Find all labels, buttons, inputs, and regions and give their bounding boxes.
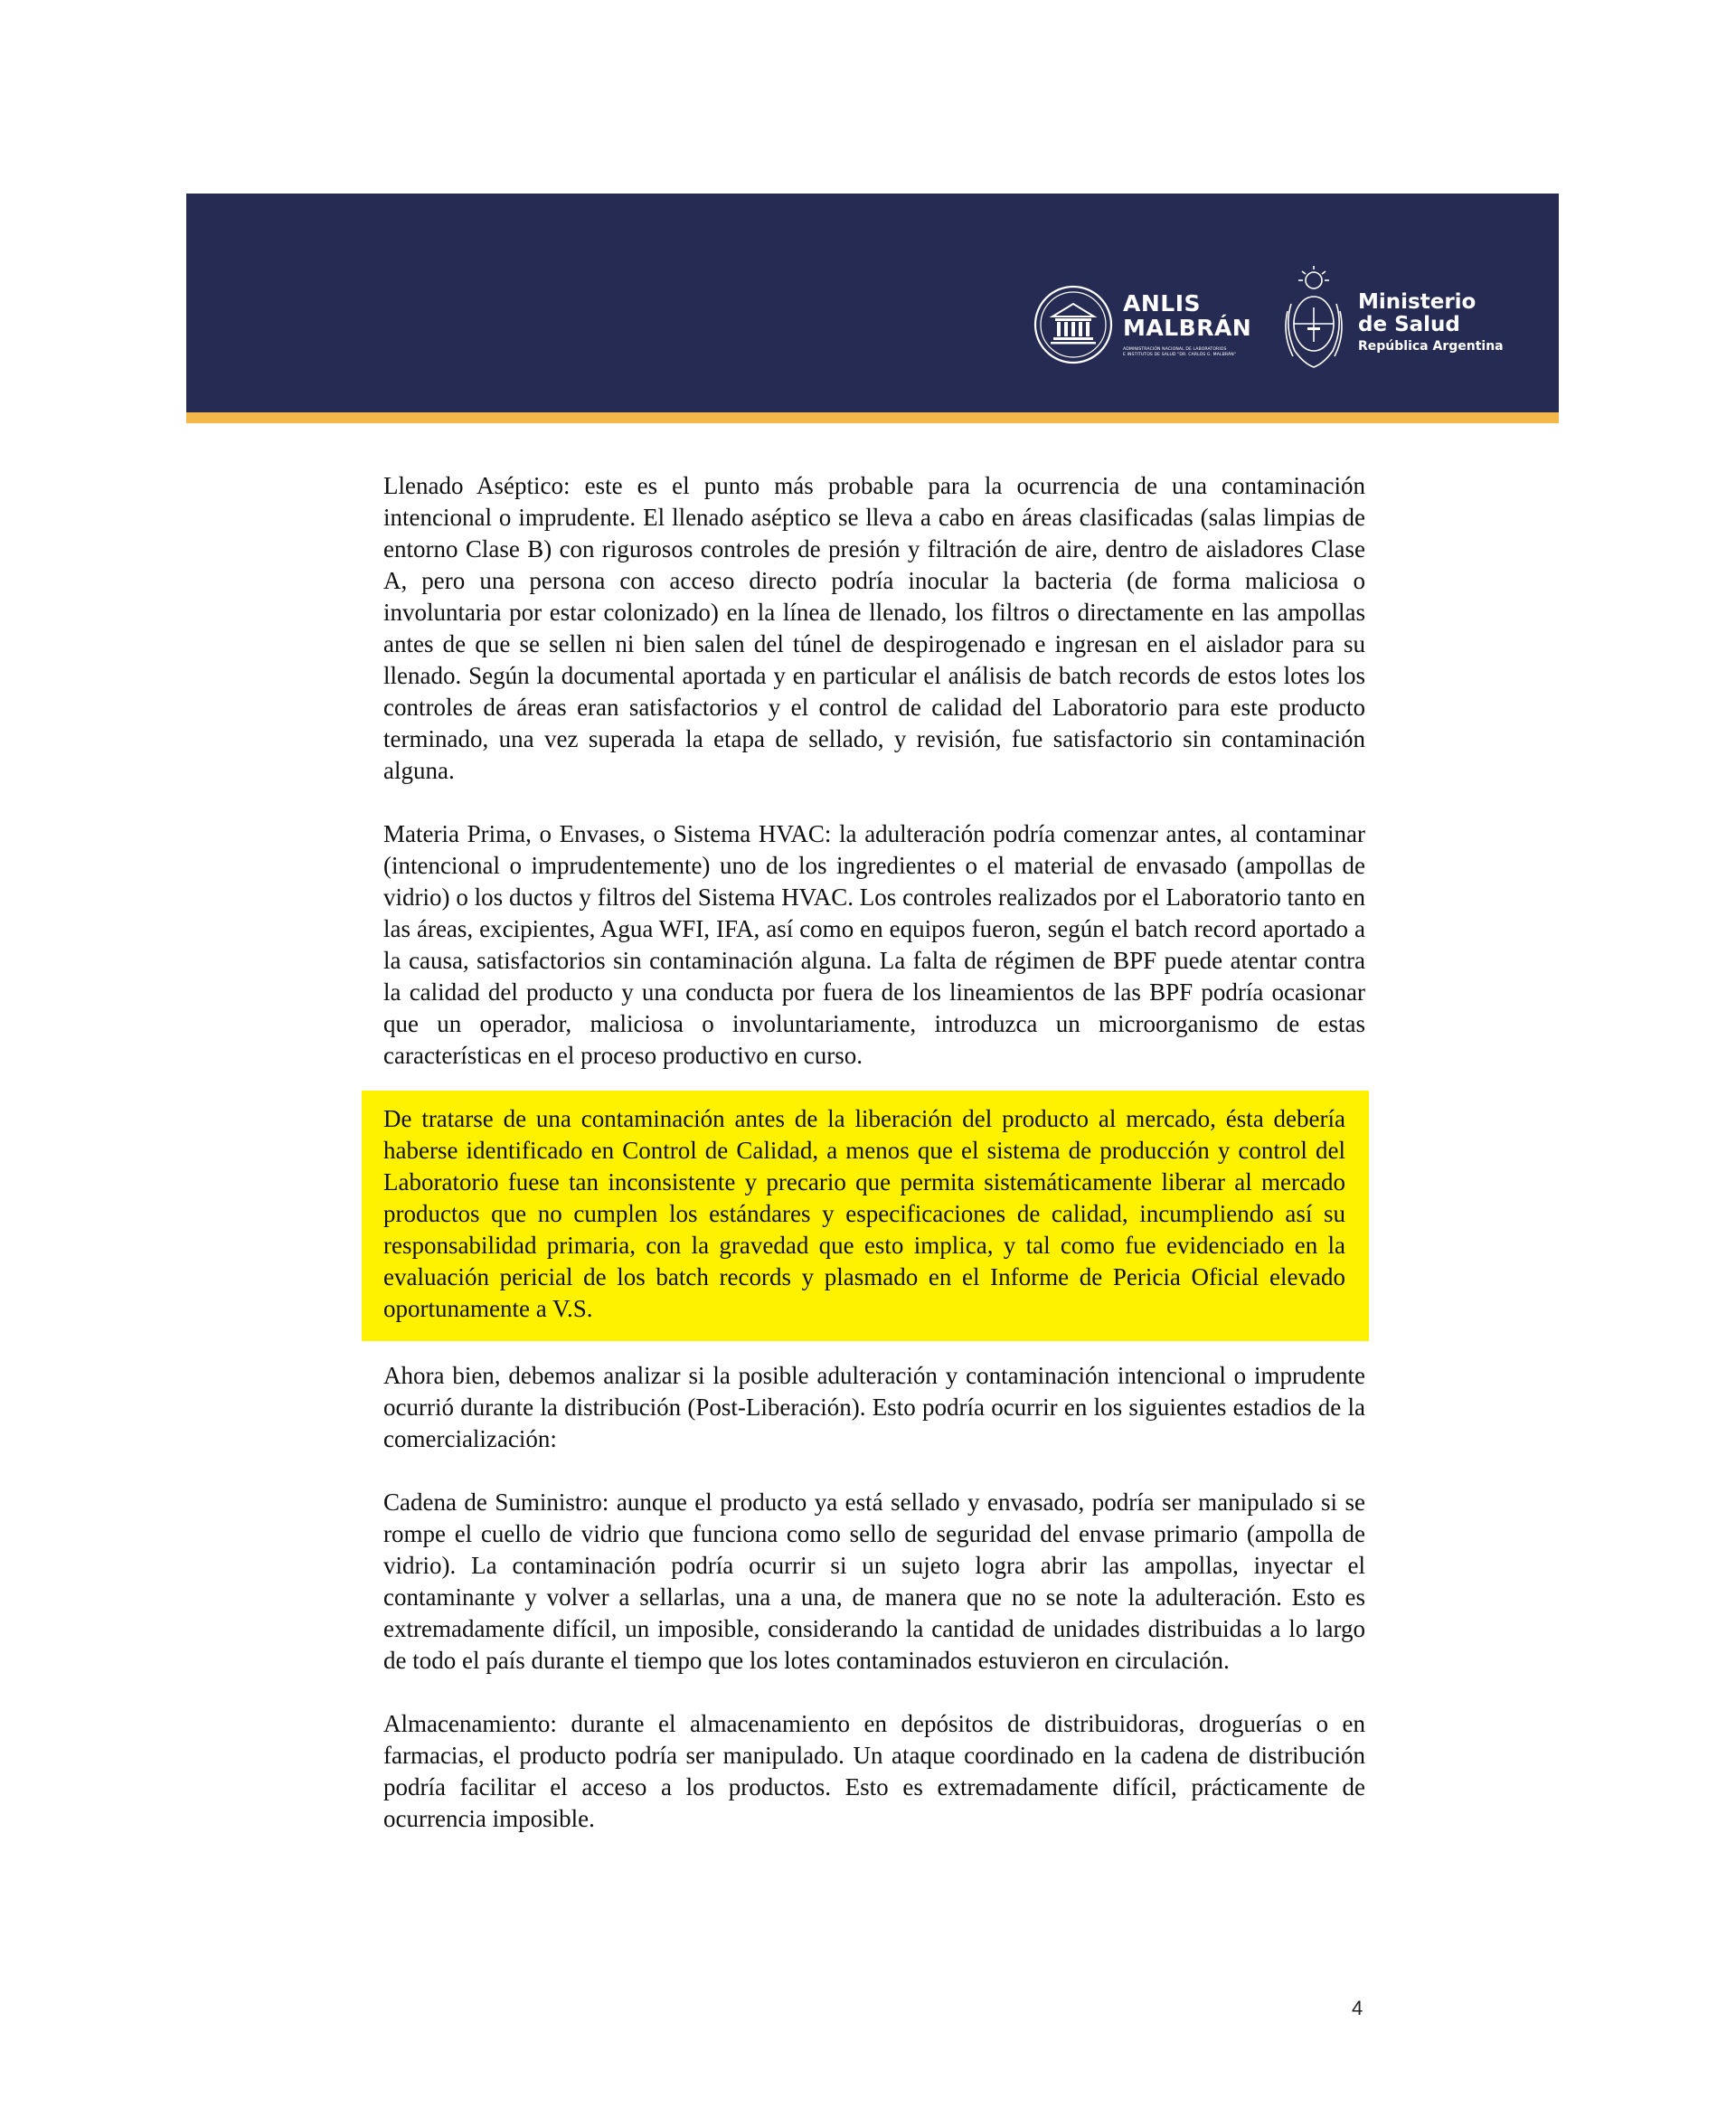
anlis-name-line2: MALBRÁN <box>1123 315 1252 341</box>
header-accent-stripe <box>186 412 1559 423</box>
document-body <box>383 470 1365 1867</box>
coat-of-arms-icon <box>1282 264 1345 374</box>
anlis-name-line1: ANLIS <box>1123 290 1202 317</box>
paragraph-almacenamiento: Almacenamiento: durante el almacenamiento en depósitos de distribuidoras, droguerías o en farmacias, el producto podría ser manipulado. Un ataque coordinado en la cadena de distribución podría facilitar el acceso a los productos. Esto es extremadamente difícil, prácticamente de ocurrencia imposible. <box>383 1710 1365 1832</box>
anlis-subtitle-line2: E INSTITUTOS DE SALUD "DR. CARLOS G. MALBRÁN" <box>1123 353 1236 357</box>
anlis-building-icon <box>1033 284 1114 365</box>
ministerio-line1: Ministerio <box>1358 290 1477 314</box>
ministerio-wordmark <box>1358 291 1476 336</box>
ministerio-line2: de Salud <box>1358 313 1460 336</box>
paragraph-cadena-suministro: Cadena de Suministro: aunque el producto ya está sellado y envasado, podría ser manipulado si se rompe el cuello de vidrio que funciona como sello de seguridad del envase primario (ampolla de vidrio). La contaminación podría ocurrir si un sujeto logra abrir las ampollas, inyectar el contaminante y volver a sellarlas, una a una, de manera que no se note la adulteración. Esto es extremadamente difícil, un imposible, considerando la cantidad de unidades distribuidas a lo largo de todo el país durante el tiempo que los lotes contaminados estuvieron en circulación. <box>383 1489 1365 1674</box>
paragraph-distribucion: Ahora bien, debemos analizar si la posible adulteración y contaminación intencional o imprudente ocurrió durante la distribución (Post-Liberación). Esto podría ocurrir en los siguientes estadios de la comercialización: <box>383 1362 1365 1452</box>
anlis-subtitle <box>1123 347 1250 358</box>
paragraph-materia-prima: Materia Prima, o Envases, o Sistema HVAC: la adulteración podría comenzar antes, al contaminar (intencional o imprudentemente) uno de los ingredientes o el material de envasado (ampollas de vidrio) o los ductos y filtros del Sistema HVAC. Los controles realizados por el Laboratorio tanto en las áreas, excipientes, Agua WFI, IFA, así como en equipos fueron, según el batch record aportado a la causa, satisfactorios sin contaminación alguna. La falta de régimen de BPF puede atentar contra la calidad del producto y una conducta por fuera de los lineamientos de las BPF podría ocasionar que un operador, maliciosa o involuntariamente, introduzca un microorganismo de estas características en el proceso productivo en curso. <box>383 820 1365 1069</box>
paragraph-highlighted-control-calidad: De tratarse de una contaminación antes de la liberación del producto al mercado, ésta debería haberse identificado en Control de Calidad, a menos que el sistema de producción y control del Laboratorio fuese tan inconsistente y precario que permita sistemáticamente liberar al mercado productos que no cumplen los estándares y especificaciones de calidad, incumpliendo así su responsabilidad primaria, con la gravedad que esto implica, y tal como fue evidenciado en la evaluación pericial de los batch records y plasmado en el Informe de Pericia Oficial elevado oportunamente a V.S. <box>362 1091 1369 1341</box>
ministerio-country: República Argentina <box>1358 339 1504 354</box>
anlis-wordmark <box>1123 291 1251 340</box>
page-number: 4 <box>1352 1997 1363 2019</box>
paragraph-llenado-aseptico: Llenado Aséptico: este es el punto más probable para la ocurrencia de una contaminación intencional o imprudente. El llenado aséptico se lleva a cabo en áreas clasificadas (salas limpias de entorno Clase B) con rigurosos controles de presión y filtración de aire, dentro de aisladores Clase A, pero una persona con acceso directo podría inocular la bacteria (de forma maliciosa o involuntaria por estar colonizado) en la línea de llenado, los filtros o directamente en las ampollas antes de que se sellen ni bien salen del túnel de despirogenado e ingresan en el aislador para su llenado. Según la documental aportada y en particular el análisis de batch records de estos lotes los controles de áreas eran satisfactorios y el control de calidad del Laboratorio para este producto terminado, una vez superada la etapa de sellado, y revisión, fue satisfactorio sin contaminación alguna. <box>383 472 1365 784</box>
header-banner <box>186 194 1559 412</box>
anlis-subtitle-line1: ADMINISTRACIÓN NACIONAL DE LABORATORIOS <box>1123 347 1227 352</box>
